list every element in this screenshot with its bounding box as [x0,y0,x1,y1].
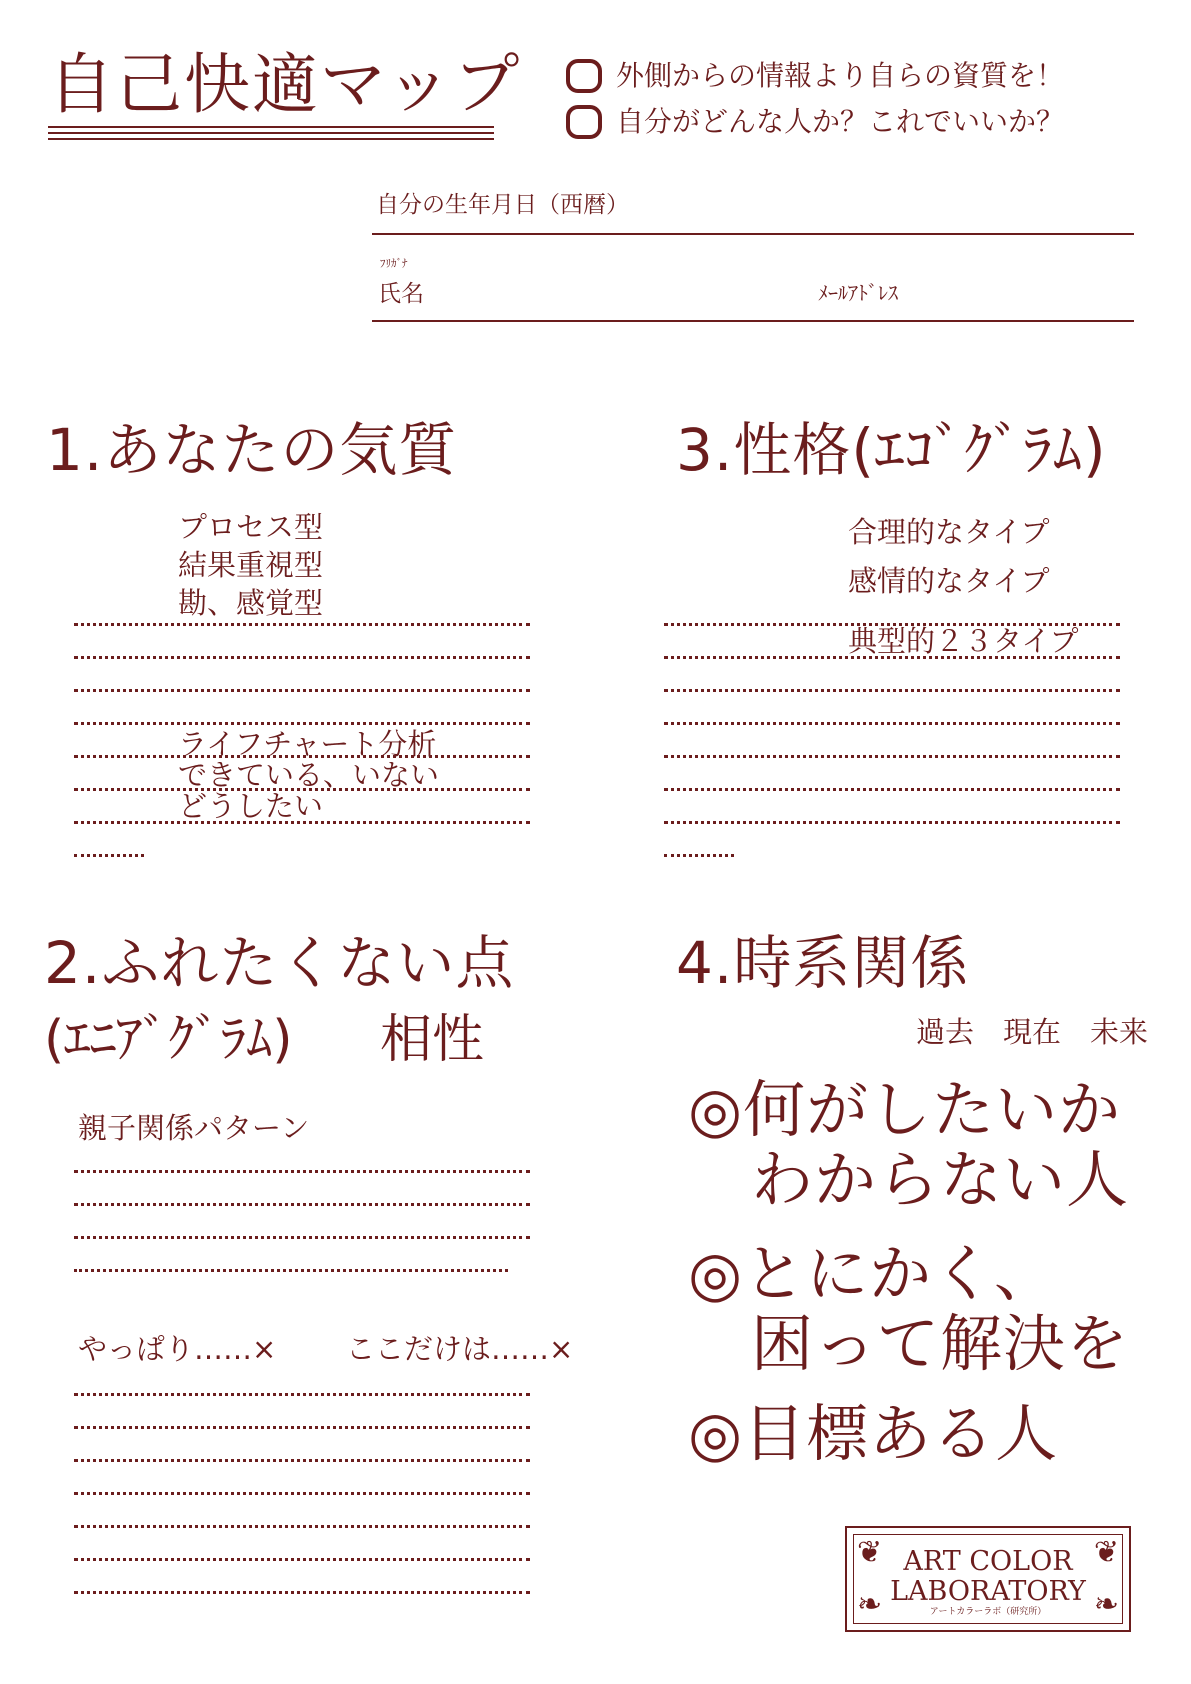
after-all-label: やっぱり……× [78,1332,277,1366]
section2-subheading-enneagram: (ｴﾆｱﾞｸﾞﾗﾑ) [44,1010,293,1070]
point-troubled-line1: ◎とにかく、 [688,1237,1057,1310]
checkbox-2[interactable] [566,105,602,139]
section2-heading: 2.ふれたくない点 [44,929,515,997]
dotted-line [74,656,530,659]
temperament-process: プロセス型 [178,510,324,544]
section4-heading: 4.時系関係 [676,929,970,997]
personality-emotional: 感情的なタイプ [848,564,1050,598]
dotted-line [74,1170,530,1173]
dotted-line [74,1459,530,1462]
dotted-line [664,755,1120,758]
dotted-line [664,788,1120,791]
check-item-2[interactable] [566,105,1064,139]
flourish-icon: ❦ [857,1535,883,1570]
dotted-line [74,1558,530,1561]
flourish-icon: ❧ [857,1587,883,1622]
dotted-line [74,1525,530,1528]
dotted-line [74,854,144,857]
point-goal: ◎目標ある人 [688,1397,1059,1470]
name-email-field[interactable] [372,320,1134,322]
birthdate-field[interactable] [372,233,1134,235]
check-label-2: 自分がどんな人か？これでいいか？ [616,105,1065,138]
flourish-icon: ❧ [1093,1587,1119,1622]
temperament-result: 結果重視型 [178,548,324,582]
dotted-line [74,689,530,692]
lifechart-analysis: ライフチャート分析 [178,727,437,761]
section1-heading: 1.あなたの気質 [46,416,458,484]
dotted-line [74,1591,530,1594]
dotted-line [74,1269,508,1272]
flourish-icon: ❦ [1093,1535,1119,1570]
section2-subheading-compatibility: 相性 [380,1010,485,1070]
temperament-intuition: 勘、感覚型 [178,586,324,620]
lifechart-goal: どうしたい [178,789,324,823]
timeline-label: 過去 現在 未来 [916,1015,1149,1049]
dotted-line [664,821,1120,824]
dotted-line [664,722,1120,725]
parent-child-pattern-label: 親子関係パターン [78,1111,310,1145]
point-troubled-line2: 困って解決を [688,1307,1130,1380]
dotted-line [74,1236,530,1239]
email-label: ﾒｰﾙｱﾄﾞﾚｽ [818,281,898,305]
logo-line-2: LABORATORY [890,1576,1086,1607]
dotted-line [74,722,530,725]
logo-subtitle: アートカラーラボ（研究所） [929,1607,1047,1617]
birthdate-label: 自分の生年月日（西暦） [376,192,629,218]
furigana-label: ﾌﾘｶﾞﾅ [380,257,408,270]
dotted-line [664,854,734,857]
personality-23types: 典型的２３タイプ [848,624,1079,658]
point-unsure-line2: わからない人 [688,1143,1130,1216]
dotted-line [74,1203,530,1206]
dotted-line [74,1426,530,1429]
check-item-1[interactable] [566,59,1064,93]
checkbox-1[interactable] [566,59,602,93]
title-underline-3 [48,138,494,140]
name-label: 氏名 [378,281,424,307]
dotted-line [664,689,1120,692]
logo-line-1: ART COLOR [903,1546,1073,1577]
check-label-1: 外側からの情報より自らの資質を！ [616,59,1065,92]
point-unsure-line1: ◎何がしたいか [688,1073,1122,1146]
dotted-line [74,1492,530,1495]
dotted-line [74,623,530,626]
only-here-label: ここだけは……× [346,1332,574,1366]
title-underline-1 [48,126,494,128]
title-underline-2 [48,132,494,134]
art-color-laboratory-logo [845,1526,1131,1632]
lifechart-status: できている、いない [178,758,440,792]
dotted-line [664,656,1120,659]
section3-heading: 3.性格(ｴｺﾞｸﾞﾗﾑ) [676,416,1107,484]
dotted-line [74,1393,530,1396]
page-title: 自己快適マップ [48,46,522,123]
personality-rational: 合理的なタイプ [848,515,1050,549]
